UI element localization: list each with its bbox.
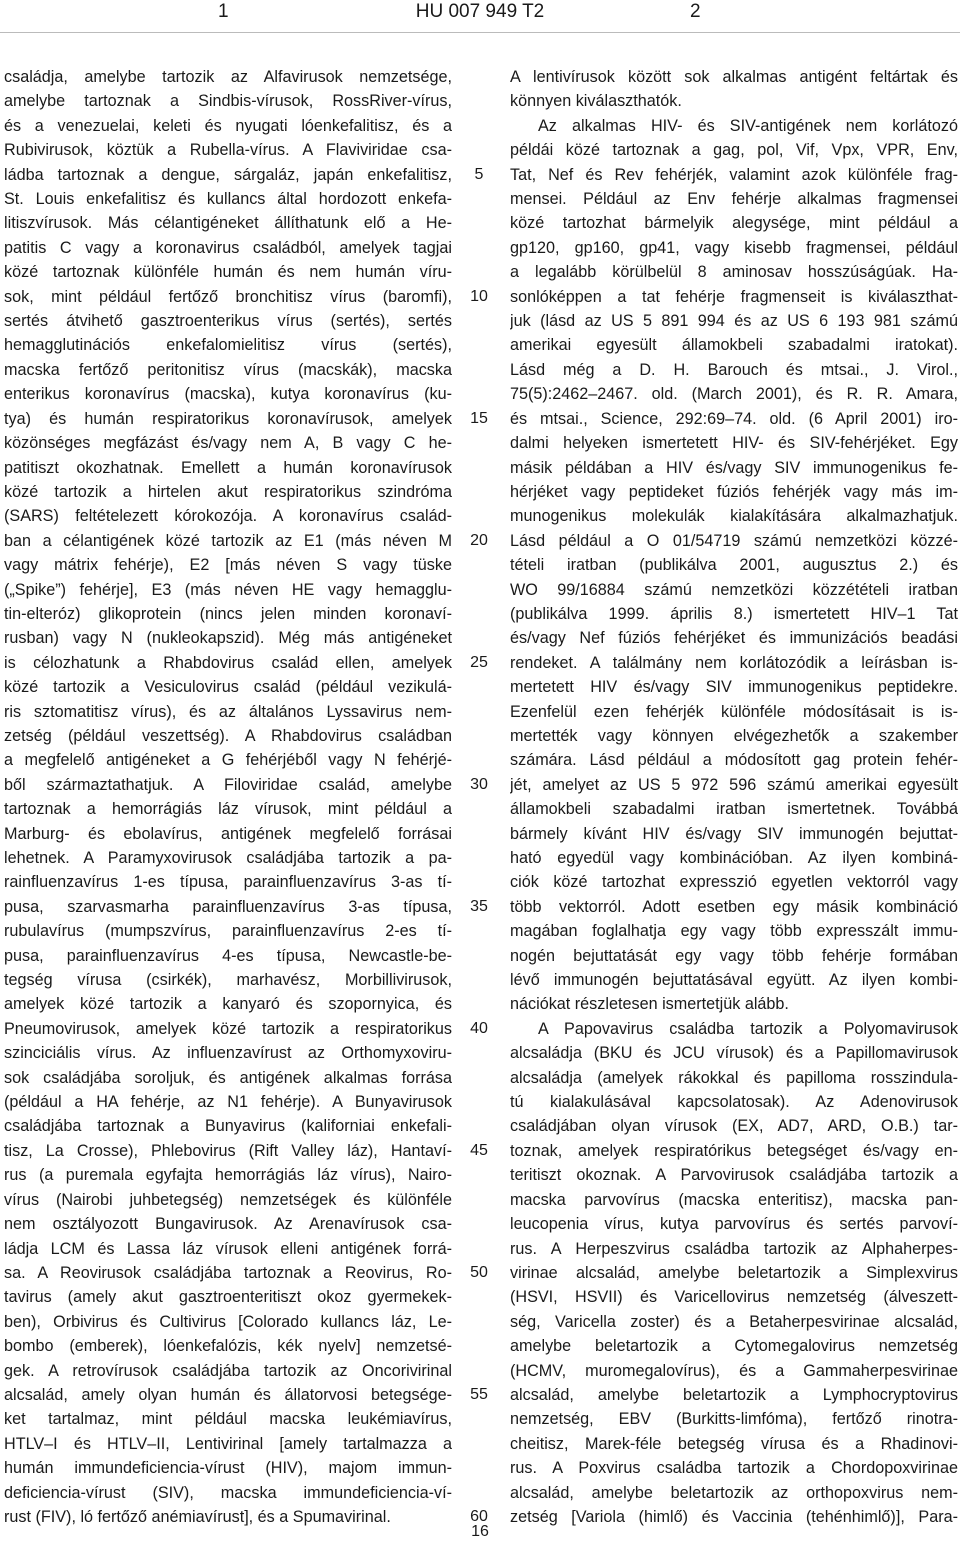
text-line: közönséges megfázást és/vagy nem A, B vagy C he- xyxy=(4,434,452,453)
text-line: Marburg- és ebolavírus, antigének megfelelő forrásai xyxy=(4,824,452,843)
text-line: macska fertőző peritonitisz vírus (macskák), macska xyxy=(4,360,452,379)
text-line: bármely kívánt HIV és/vagy SIV immunogén bejuttat- xyxy=(510,824,958,843)
text-line: Pneumovirusok, amelyek közé tartozik a respiratorikus xyxy=(4,1019,452,1038)
text-line: pusa, parainfluenzavírus 4-es típusa, Newcastle-be- xyxy=(4,946,452,965)
line-number: 60 xyxy=(470,1507,488,1525)
text-line: bombo (emberek), lóenkefalózis, kék nyelv] nemzetsé- xyxy=(4,1337,452,1356)
text-line: nációkat részletesen ismertetjük alább. xyxy=(510,995,789,1014)
text-line: a legalább körülbelül 8 aminosav hosszúságúak. Ha- xyxy=(510,263,958,282)
text-line: tartoznak a hemorrágiás láz vírusok, mint például a xyxy=(4,800,452,819)
text-line: rus. A Poxvirus családba tartozik a Chordopoxvirinae xyxy=(510,1459,958,1478)
text-line: 75(5):2462–2467. old. (March 2001), és R. R. Amara, xyxy=(510,385,958,404)
line-number: 10 xyxy=(470,287,488,305)
text-line: sertés átvihető gasztroenterikus vírus (sertés), sertés xyxy=(4,312,452,331)
text-line: mensei. Például az Env fehérje alkalmas fragmensei xyxy=(510,190,958,209)
text-line: alcsaládja (amelyek rákokkal és papilloma rosszindula- xyxy=(510,1068,958,1087)
text-line: lévő immunogén bejuttatásával együtt. Az ilyen kombi- xyxy=(510,971,958,990)
text-line: humán immundeficiencia-vírust (HIV), majom immun- xyxy=(4,1459,452,1478)
text-line: leucopenia vírus, kutya parvovírus és sertés parvoví- xyxy=(510,1215,958,1234)
text-line: is célozhatunk a Rhabdovirus család ellen, amelyek xyxy=(4,653,452,672)
text-line: Ezenfelül ezen fehérjék különféle módosításait is is- xyxy=(510,702,958,721)
line-number: 35 xyxy=(470,897,488,915)
text-line: lehetnek. A Paramyxovirusok családjába tartozik a pa- xyxy=(4,849,452,867)
text-line: A lentivírusok között sok alkalmas antigént feltártak és xyxy=(510,68,958,86)
text-line: nemzetség, EBV (Burkitts-limfóma), fertőző rinotra- xyxy=(510,1410,958,1429)
text-line: tin-elteróz) glikoprotein (nincs jelen minden koronaví- xyxy=(4,604,452,623)
text-line: juk (lásd az US 5 891 994 és az US 6 193 981 számú xyxy=(510,312,958,331)
text-line: nogén bejuttatását egy vagy több fehérje formában xyxy=(510,946,958,965)
text-line: rendeket. A találmány nem korlátozódik a leírásban is- xyxy=(510,653,958,672)
text-line: alcsaládja (BKU és JCU vírusok) és a Papillomavirusok xyxy=(510,1044,958,1063)
text-line: amelybe beletartozik a Cytomegalovirus nemzetség xyxy=(510,1337,958,1356)
text-line: zetség [Variola (himlő) és Vaccinia (tehénhimlő)], Para- xyxy=(510,1507,958,1526)
text-line: macska parvovírus (macska enteritisz), macska pan- xyxy=(510,1190,958,1209)
text-line: rus (a puremala egyfajta hemorrágiás láz vírus), Nairo- xyxy=(4,1166,452,1185)
text-line: államokbeli szabadalmi iratban ismertetnek. Továbbá xyxy=(510,800,958,819)
text-line: tya) és humán respiratorikus koronavírusok, amelyek xyxy=(4,409,452,428)
text-line: Tat, Nef és Rev fehérjék, valamint azok különféle frag- xyxy=(510,165,958,184)
left-text-column xyxy=(4,65,452,1529)
text-line: tegség vírusa (csirkék), marhavész, Morbillivirusok, xyxy=(4,971,452,990)
text-line: (publikálva 1999. április 8.) ismertetett HIV–1 Tat xyxy=(510,604,958,623)
text-line: rus. A Herpeszvirus családba tartozik az Alphaherpes- xyxy=(510,1239,958,1258)
text-line: (HSVI, HSVII) és Varicellovirus nemzetség (álveszett- xyxy=(510,1288,958,1307)
text-line: a megfelelő antigéneket a G fehérjéből vagy N fehérjé- xyxy=(4,751,452,770)
text-line: tavirus (amely akut gasztroenteritiszt okoz gyermekek- xyxy=(4,1288,452,1307)
text-line: patitis C vagy a koronavirus családból, amelyek tagjai xyxy=(4,238,452,257)
text-line: deficiencia-vírust (SIV), macska immundeficiencia-ví- xyxy=(4,1483,452,1502)
text-line: Rubivirusok, köztük a Rubella-vírus. A Flaviviridae csa- xyxy=(4,141,452,160)
text-line: gp120, gp160, gp41, vagy kisebb fragmensei, például xyxy=(510,238,958,257)
text-line: Lásd például a O 01/54719 számú nemzetközi közzé- xyxy=(510,531,958,550)
text-line: (például a HA fehérje, az N1 fehérje). A Bunyavirusok xyxy=(4,1093,452,1112)
text-line: sa. A Reovirusok családjába tartoznak a Reovirus, Ro- xyxy=(4,1263,452,1282)
text-line: ható egyedül vagy kombinációban. Az ilyen kombiná- xyxy=(510,849,958,867)
text-line: WO 99/16884 számú nemzetközi közzétételi iratban xyxy=(510,580,958,599)
text-line: közé tartozik a hirtelen akut respiratorikus szindróma xyxy=(4,482,452,501)
text-line: hérjéket vagy peptideket fúziós fehérjék vagy más im- xyxy=(510,482,958,501)
text-line: ris sztomatitisz vírus), és az általános Lyssavirus nem- xyxy=(4,702,452,721)
text-line: (SARS) feltételezett kórokozója. A koronavírus család- xyxy=(4,507,452,526)
text-line: magában foglalhatja egy vagy több expresszált immu- xyxy=(510,922,958,941)
right-text-column xyxy=(510,65,958,1529)
text-line: ládba tartoznak a dengue, sárgaláz, japán enkefalitisz, xyxy=(4,165,452,184)
line-number: 55 xyxy=(470,1385,488,1403)
text-line: könnyen kiválaszthatók. xyxy=(510,92,682,111)
line-number: 15 xyxy=(470,409,488,427)
text-line: Lásd még a D. H. Barouch és mtsai., J. Virol., xyxy=(510,360,958,379)
text-line: munogenikus molekulák kialakítására alkalmazhatjuk. xyxy=(510,507,958,526)
right-page-number: 2 xyxy=(690,1,701,22)
text-line: litiszvírusok. Más célantigéneket állíthatunk elő a He- xyxy=(4,214,452,233)
text-line: gek. A retrovírusok családjába tartozik az Oncorivirinal xyxy=(4,1361,452,1380)
text-line: tisz, La Crosse), Phlebovirus (Rift Valley láz), Hantaví- xyxy=(4,1141,452,1160)
text-line: hemagglutinációs enkefalomielitisz vírus (sertés), xyxy=(4,336,452,355)
document-id: HU 007 949 T2 xyxy=(415,1,545,22)
text-line: közé tartoznak különféle humán és nem humán víru- xyxy=(4,263,452,282)
text-line: ből származtathatjuk. A Filoviridae család, amelybe xyxy=(4,775,452,794)
text-line: A Papovavirus családba tartozik a Polyomavirusok xyxy=(538,1019,958,1038)
text-line: Az alkalmas HIV- és SIV-antigének nem korlátozó xyxy=(538,116,958,135)
text-line: enterikus koronavírus (macska), kutya koronavírus (ku- xyxy=(4,385,452,404)
text-line: pusa, szarvasmarha parainfluenzavírus 3-as típusa, xyxy=(4,897,452,916)
footer-page-number: 16 xyxy=(471,1523,489,1540)
text-line: toznak, amelyek respiratórikus betegséget és/vagy en- xyxy=(510,1141,958,1160)
text-line: ben), Orbivirus és Cultivirus [Colorado kullancs láz, Le- xyxy=(4,1312,452,1331)
text-line: tú kialakulásával kapcsolatosak). Az Adenovirusok xyxy=(510,1093,958,1112)
text-line: sonlóképpen a tat fehérje fragmenseit is kiválaszthat- xyxy=(510,287,958,306)
text-line: másik példában a HIV és/vagy SIV immunogenikus fe- xyxy=(510,458,958,477)
text-line: mertetett HIV és/vagy SIV immunogenikus peptidekre. xyxy=(510,678,958,697)
text-line: rainfluenzavírus 1-es típusa, parainfluenzavírus 3-as tí- xyxy=(4,873,452,892)
text-line: nem osztályozott Bungavirusok. Az Arenavírusok csa- xyxy=(4,1215,452,1234)
text-line: példái közé tartoznak a gag, pol, Vif, Vpx, VPR, Env, xyxy=(510,141,958,160)
text-line: sok, mint például fertőző bronchitisz vírus (baromfi), xyxy=(4,287,452,306)
text-line: St. Louis enkefalitisz és kullancs által hordozott enkefa- xyxy=(4,190,452,209)
text-line: és mtsai., Science, 292:69–74. old. (6 April 2001) iro- xyxy=(510,409,958,428)
text-line: több vektorról. Adott esetben egy másik kombináció xyxy=(510,897,958,916)
line-number: 40 xyxy=(470,1019,488,1037)
text-line: amelybe tartoznak a Sindbis-vírusok, RossRiver-vírus, xyxy=(4,92,452,111)
text-line: ség, Varicella zoster) és a Betaherpesvirinae alcsalád, xyxy=(510,1312,958,1331)
left-page-number: 1 xyxy=(218,1,229,22)
text-line: számára. Lásd például a módosított gag protein fehér- xyxy=(510,751,958,770)
text-line: alcsalád, amely olyan humán és állatorvosi betegsége- xyxy=(4,1385,452,1404)
text-line: (HCMV, muromegalovírus), és a Gammaherpesvirinae xyxy=(510,1361,958,1380)
text-line: családja, amelybe tartozik az Alfavirusok nemzetsége, xyxy=(4,68,452,86)
text-line: családjába tartoznak a Bunyavirus (kaliforniai enkefali- xyxy=(4,1117,452,1136)
text-line: ciók közé tartozhat expresszió egyetlen vektorról vagy xyxy=(510,873,958,892)
text-line: vagy mátrix fehérje), E2 [más néven S vagy tüske xyxy=(4,556,452,575)
text-line: amelyek közé tartozik a kanyaró és szopornyica, és xyxy=(4,995,452,1014)
text-line: jét, amelyet az US 5 972 596 számú amerikai egyesült xyxy=(510,775,958,794)
header-rule xyxy=(0,32,960,33)
text-line: teritiszt okoznak. A Parvovirusok családjába tartozik a xyxy=(510,1166,958,1185)
text-line: ládja LCM és Lassa láz vírusok elleni antigének forrá- xyxy=(4,1239,452,1258)
line-number: 25 xyxy=(470,653,488,671)
text-line: és a venezuelai, keleti és nyugati lóenkefalitisz, és a xyxy=(4,116,452,135)
text-line: tételi iratban (publikálva 2001, augusztus 2.) és xyxy=(510,556,958,575)
text-line: rust (FIV), ló fertőző anémiavírust], és a Spumavirinal. xyxy=(4,1507,391,1526)
text-line: és/vagy Nef fúziós fehérjéket és immunizációs beadási xyxy=(510,629,958,648)
text-line: közé tartozik a Vesiculovirus család (például vezikulá- xyxy=(4,678,452,697)
text-line: alcsalád, amelybe beletartozik a Lymphocryptovirus xyxy=(510,1385,958,1404)
text-line: közé tartozhat bármelyik alegysége, mint például a xyxy=(510,214,958,233)
line-number: 20 xyxy=(470,531,488,549)
text-line: rusban) vagy N (nukleokapszid). Még más antigéneket xyxy=(4,629,452,648)
text-line: rubulavírus (mumpszvírus, parainfluenzavírus 2-es tí- xyxy=(4,922,452,941)
text-line: mertették vagy könnyen elvégezhetők a szakember xyxy=(510,726,958,745)
text-line: cheitisz, Marek-féle betegség vírusa és a Rhadinovi- xyxy=(510,1434,958,1453)
text-line: HTLV–I és HTLV–II, Lentivirinal [amely tartalmazza a xyxy=(4,1434,452,1453)
text-line: sok családjába soroljuk, és antigének alkalmas forrása xyxy=(4,1068,452,1087)
text-line: ket tartalmaz, mint például macska leukémiavírus, xyxy=(4,1410,452,1429)
text-line: dalmi helyeken ismertetett HIV- és SIV-fehérjéket. Egy xyxy=(510,434,958,453)
text-line: szinciciális vírus. Az influenzavírust az Orthomyxoviru- xyxy=(4,1044,452,1063)
text-line: ban a célantigének közé tartozik az E1 (más néven M xyxy=(4,531,452,550)
line-number: 5 xyxy=(474,165,484,183)
text-line: zetség (például veszettség). A Rhabdovirus családban xyxy=(4,726,452,745)
text-line: virinae alcsalád, amelybe beletartozik a Simplexvirus xyxy=(510,1263,958,1282)
text-line: patitiszt okozhatnak. Emellett a humán koronavírusok xyxy=(4,458,452,477)
text-line: („Spike”) fehérje], E3 (más néven HE vagy hemagglu- xyxy=(4,580,452,599)
text-line: alcsalád, amelybe beletartozik az orthopoxvirus nem- xyxy=(510,1483,958,1502)
line-number: 45 xyxy=(470,1141,488,1159)
text-line: családjában olyan vírusok (EX, AD7, ARD, O.B.) tar- xyxy=(510,1117,958,1136)
line-number: 50 xyxy=(470,1263,488,1281)
text-line: vírus (Nairobi juhbetegség) nemzetségek és különféle xyxy=(4,1190,452,1209)
text-line: amerikai egyesült államokbeli szabadalmi iratokat). xyxy=(510,336,958,355)
line-number: 30 xyxy=(470,775,488,793)
